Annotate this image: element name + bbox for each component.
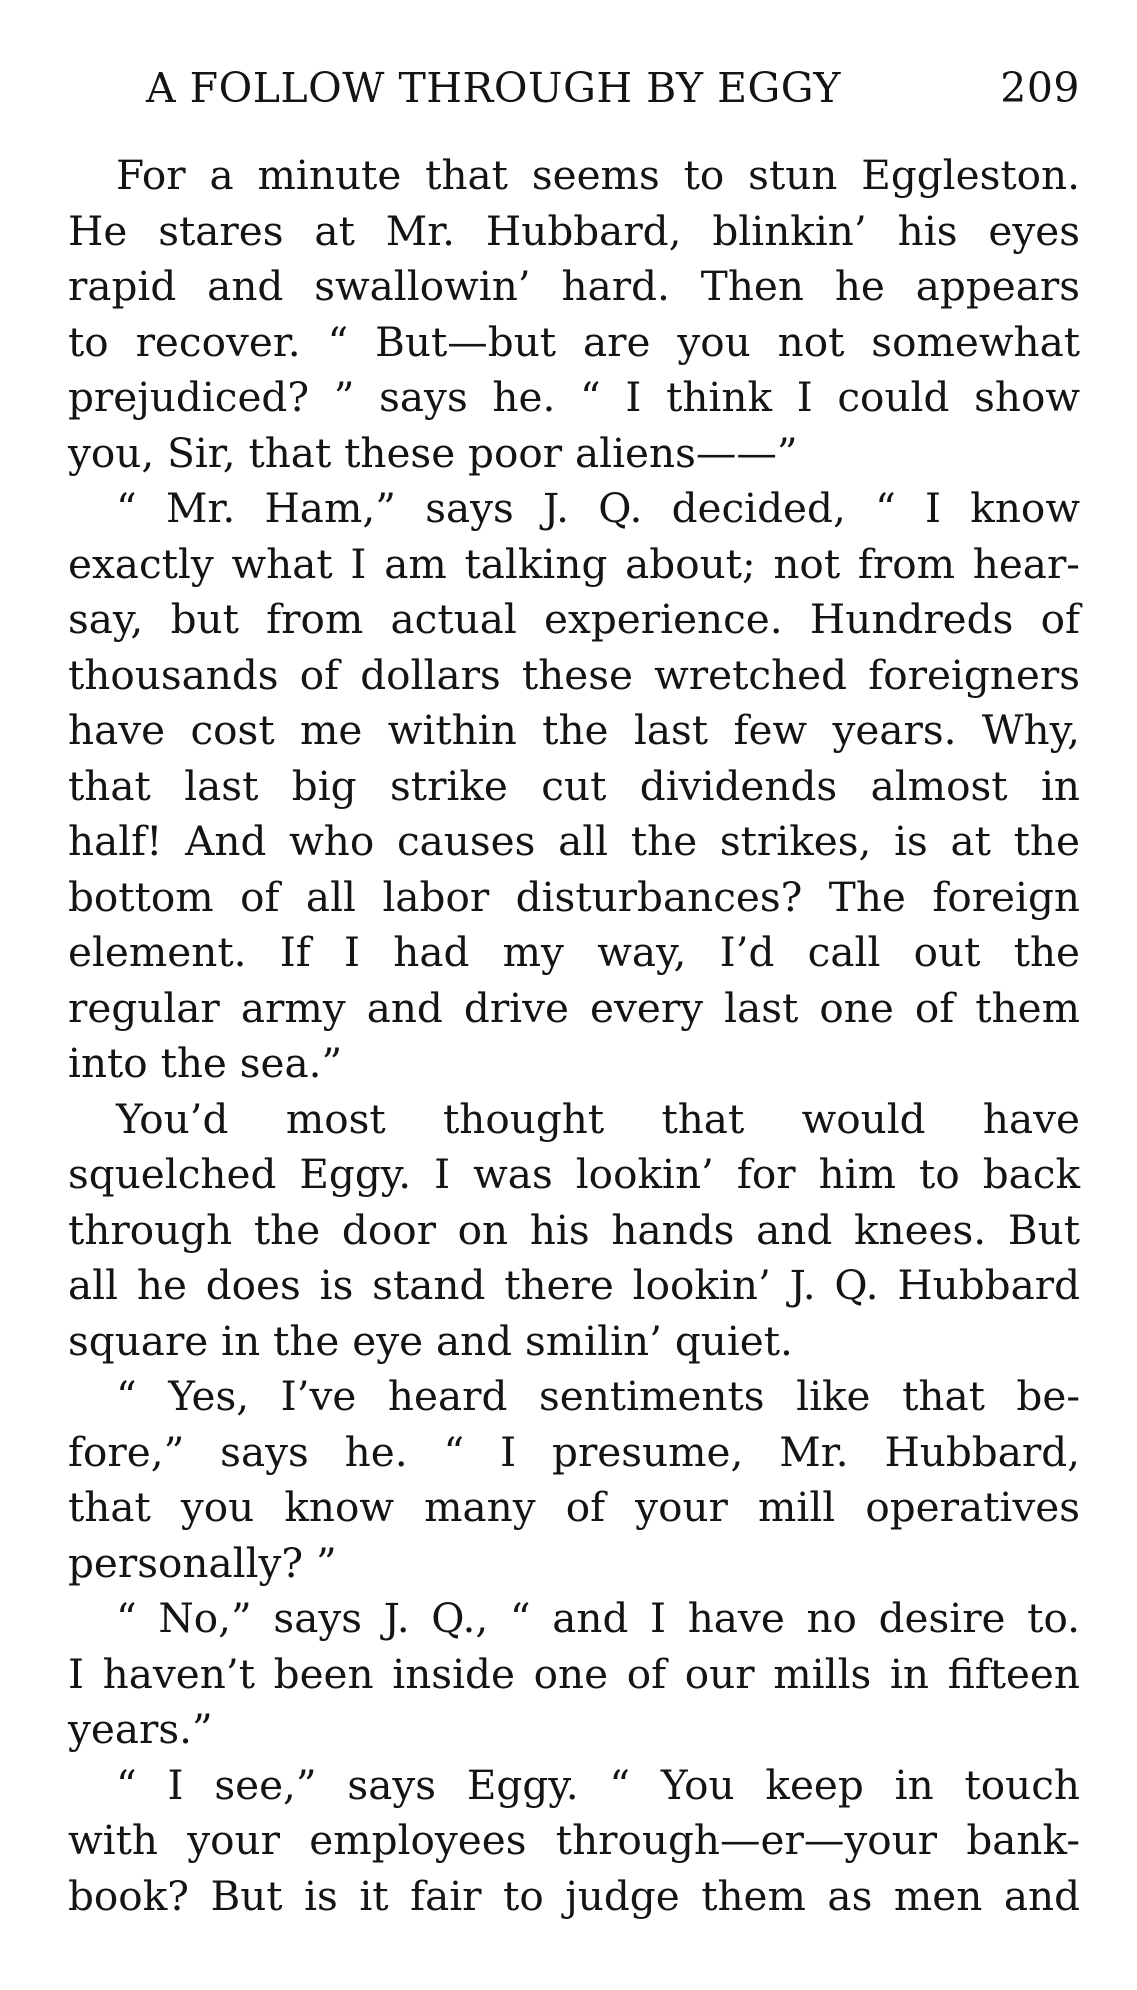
text-line: personally? ” xyxy=(68,1538,337,1587)
text-line: “ Mr. Ham,” says J. Q. decided, “ I know xyxy=(116,484,1080,532)
text-line: that last big strike cut dividends almost in xyxy=(68,761,1080,810)
text-line: exactly what I am talking about; not from hear- xyxy=(68,539,1080,588)
text-line: all he does is stand there lookin’ J. Q. Hubbard xyxy=(68,1261,1080,1309)
text-line: rapid and swallowin’ hard. Then he appears xyxy=(68,262,1080,310)
text-line: prejudiced? ” says he. “ I think I could show xyxy=(68,373,1080,421)
running-title: A FOLLOW THROUGH BY EGGY xyxy=(146,64,841,112)
text-line: squelched Eggy. I was lookin’ for him to back xyxy=(68,1150,1080,1198)
text-line: half! And who causes all the strikes, is at the xyxy=(68,817,1080,865)
text-line: with your employees through—er—your bank- xyxy=(68,1816,1080,1864)
text-line: He stares at Mr. Hubbard, blinkin’ his eyes xyxy=(68,206,1080,255)
text-line: For a minute that seems to stun Eggleston. xyxy=(116,151,1080,199)
text-line: years.” xyxy=(68,1705,213,1753)
text-line: You’d most thought that would have xyxy=(116,1094,1080,1143)
text-line: square in the eye and smilin’ quiet. xyxy=(68,1316,793,1365)
text-line: into the sea.” xyxy=(68,1039,343,1087)
text-line: element. If I had my way, I’d call out the xyxy=(68,928,1080,976)
text-line: thousands of dollars these wretched foreigners xyxy=(68,650,1080,699)
text-line: to recover. “ But—but are you not somewhat xyxy=(68,317,1080,366)
text-line: bottom of all labor disturbances? The foreign xyxy=(68,872,1080,921)
text-line: fore,” says he. “ I presume, Mr. Hubbard, xyxy=(68,1427,1080,1476)
text-line: “ Yes, I’ve heard sentiments like that be- xyxy=(116,1372,1080,1420)
text-line: book? But is it fair to judge them as men and xyxy=(68,1871,1080,1920)
text-line: I haven’t been inside one of our mills in fifteen xyxy=(68,1649,1080,1698)
text-line: “ No,” says J. Q., “ and I have no desire to. xyxy=(116,1594,1080,1642)
text-line: “ I see,” says Eggy. “ You keep in touch xyxy=(116,1760,1080,1809)
text-line: through the door on his hands and knees. But xyxy=(68,1205,1080,1254)
text-line: that you know many of your mill operatives xyxy=(68,1483,1080,1531)
text-line: regular army and drive every last one of them xyxy=(68,983,1080,1032)
page-number: 209 xyxy=(1000,64,1080,112)
text-line: have cost me within the last few years. Why, xyxy=(68,706,1080,754)
body-text xyxy=(68,148,1080,1924)
page-header xyxy=(68,58,1080,118)
text-line: say, but from actual experience. Hundreds of xyxy=(68,595,1080,643)
text-line: you, Sir, that these poor aliens——” xyxy=(68,428,798,477)
